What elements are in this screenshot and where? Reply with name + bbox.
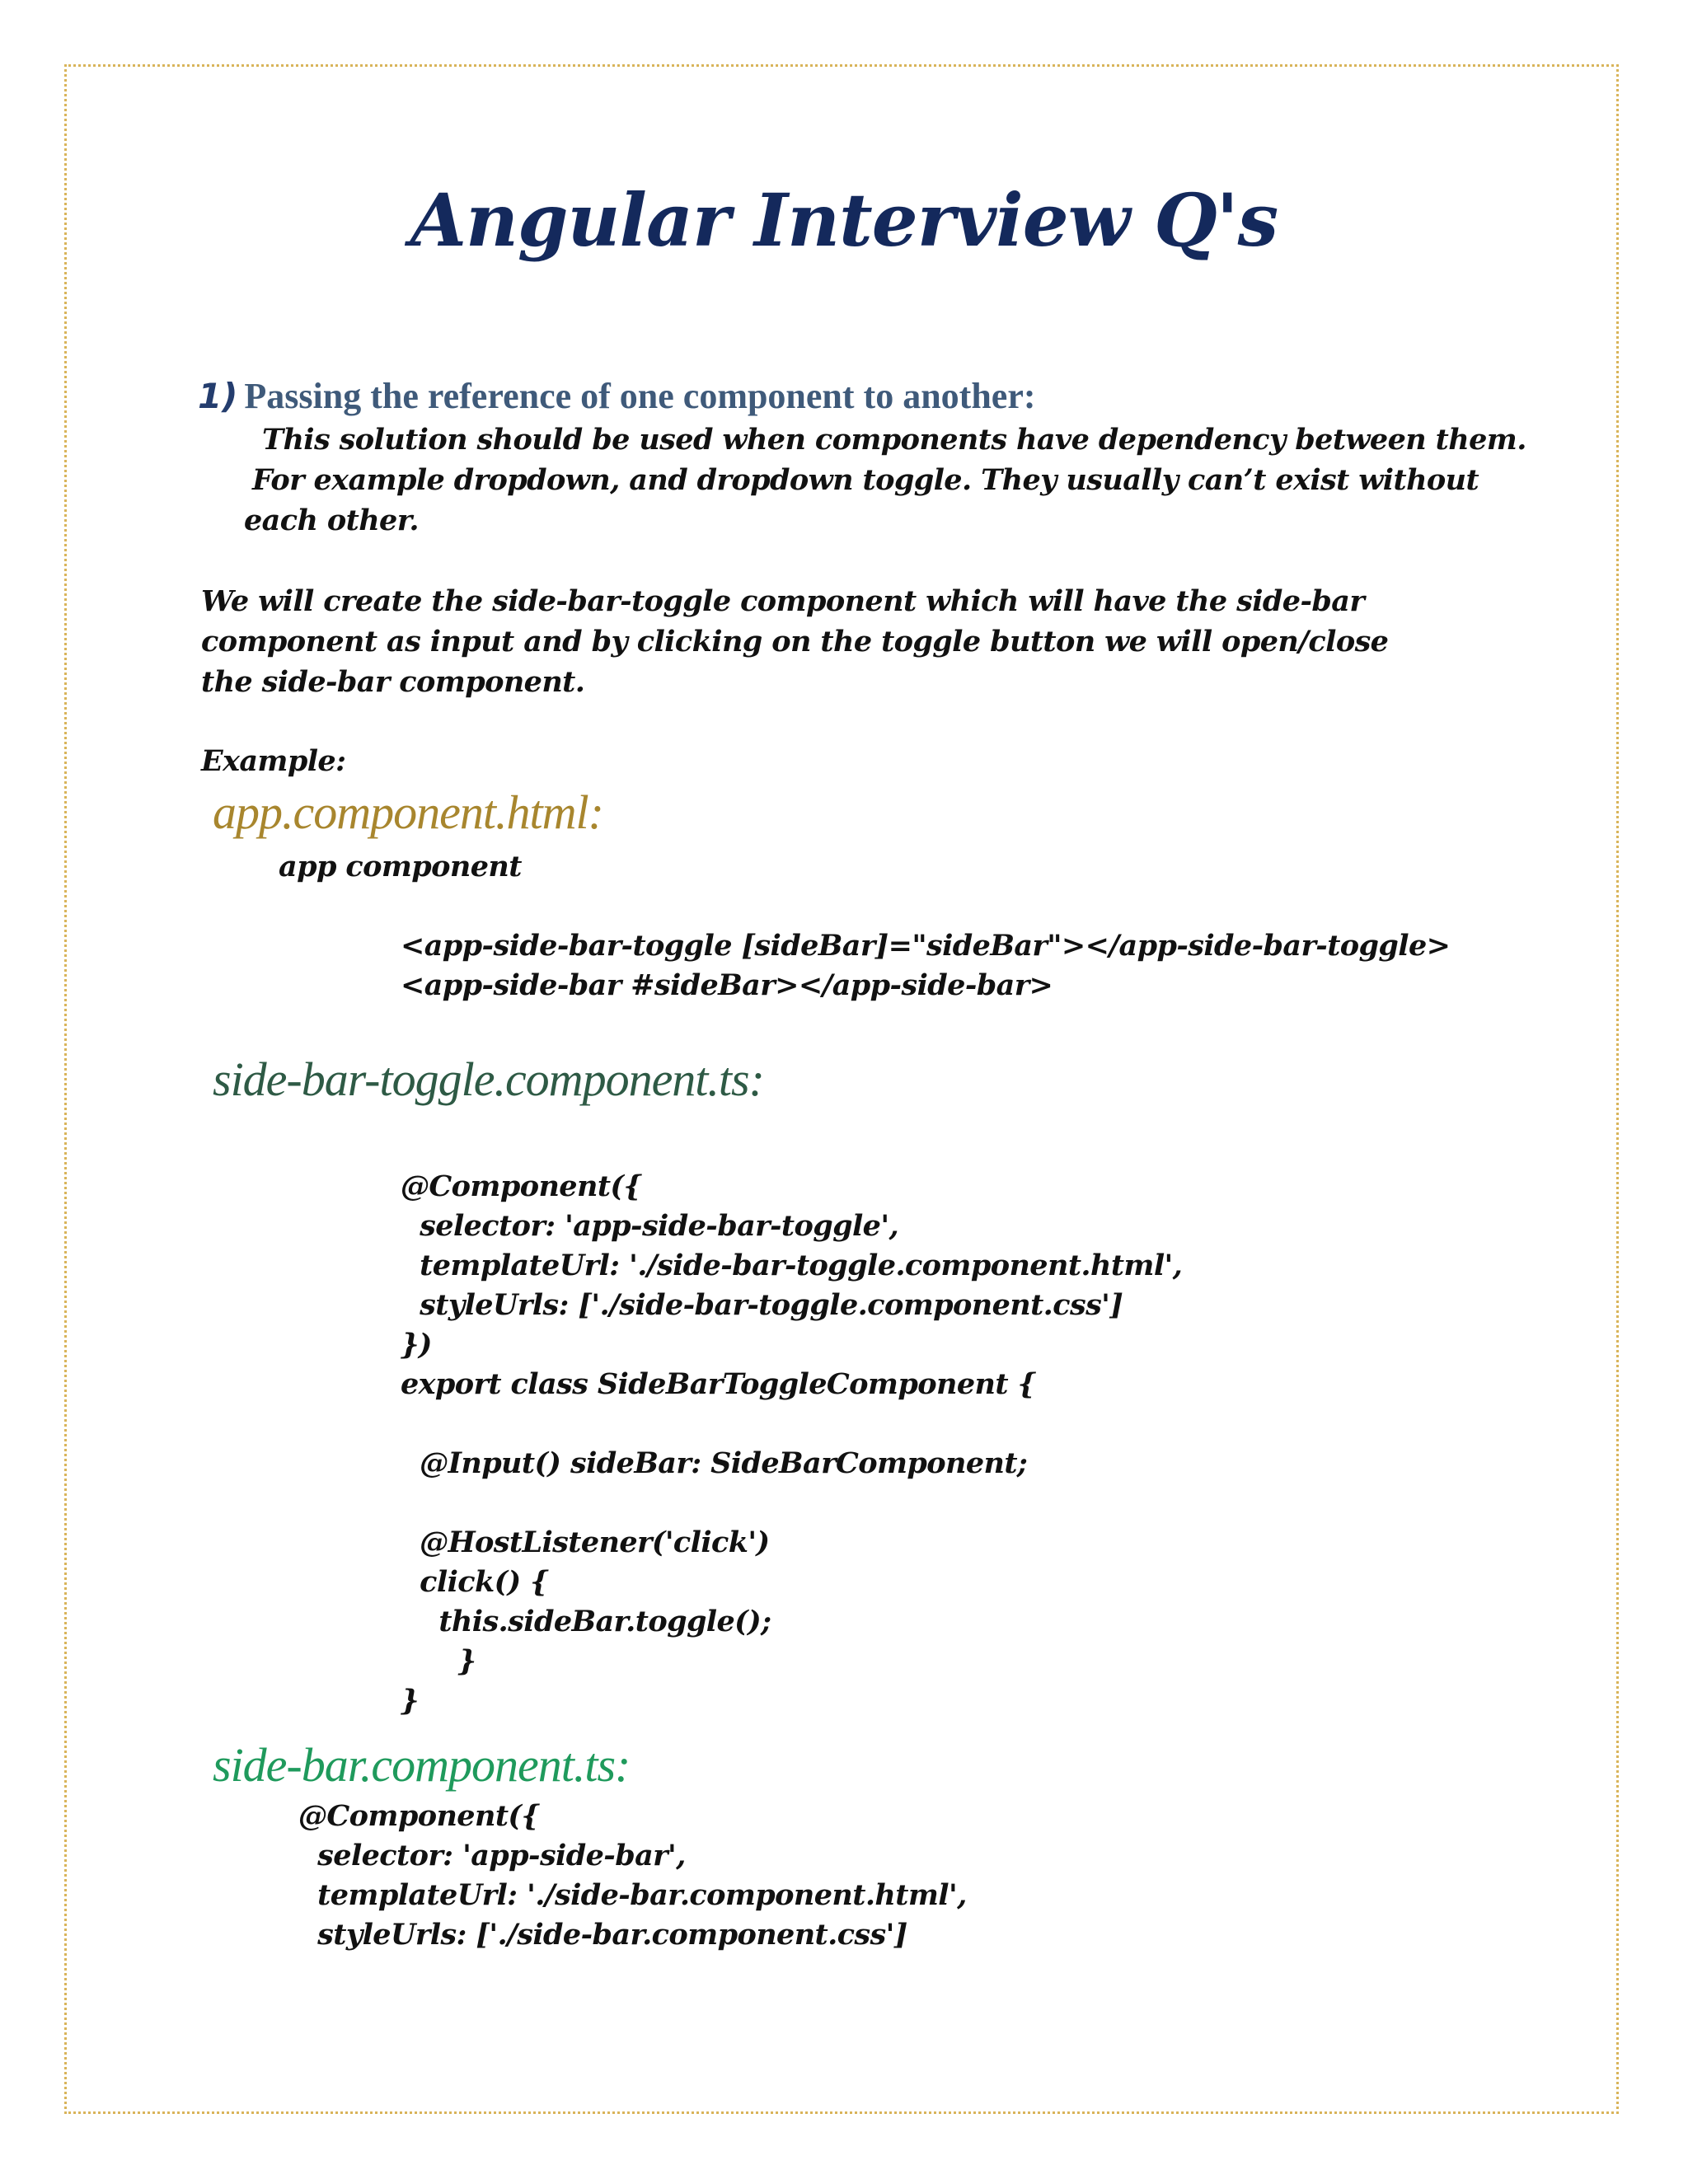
code-line: selector: 'app-side-bar', — [298, 1839, 686, 1872]
page-title: Angular Interview Q's — [410, 177, 1278, 263]
intro-line: This solution should be used when components have dependency between them. — [262, 423, 1526, 457]
code-line: click() { — [401, 1565, 549, 1599]
section-heading — [198, 375, 1036, 417]
code-line: } — [401, 1644, 476, 1678]
sidebar-ts-code — [298, 1797, 967, 1955]
code-line: }) — [401, 1328, 432, 1361]
section-heading-text: Passing the reference of one component to another: — [244, 376, 1036, 416]
code-line: this.sideBar.toggle(); — [401, 1605, 771, 1638]
intro-line: For example dropdown, and dropdown toggle. They usually can’t exist without — [252, 463, 1479, 497]
example-label: Example: — [201, 744, 346, 778]
code-line: @HostListener('click') — [401, 1526, 770, 1559]
code-line: <app-side-bar-toggle [sideBar]="sideBar"></app-side-bar-toggle> — [401, 929, 1451, 963]
file-name-app-html: app.component.html: — [213, 785, 603, 839]
file-name-toggle-ts: side-bar-toggle.component.ts: — [213, 1052, 764, 1106]
description-line: We will create the side-bar-toggle component which will have the side-bar — [201, 584, 1365, 618]
code-line — [401, 1483, 1182, 1523]
app-component-caption: app component — [279, 850, 522, 883]
code-line: <app-side-bar #sideBar></app-side-bar> — [401, 968, 1053, 1002]
app-html-code — [401, 926, 1450, 1005]
code-line: @Input() sideBar: SideBarComponent; — [401, 1446, 1028, 1480]
description-line: component as input and by clicking on the toggle button we will open/close — [201, 625, 1389, 658]
code-line: selector: 'app-side-bar-toggle', — [401, 1209, 899, 1243]
file-name-sidebar-ts: side-bar.component.ts: — [213, 1738, 631, 1792]
code-line: templateUrl: './side-bar.component.html', — [298, 1878, 967, 1912]
code-line: } — [401, 1684, 419, 1718]
code-line: export class SideBarToggleComponent { — [401, 1367, 1036, 1401]
code-line: styleUrls: ['./side-bar.component.css'] — [298, 1918, 907, 1952]
code-line: styleUrls: ['./side-bar-toggle.component.css'] — [401, 1288, 1123, 1322]
code-line — [401, 1404, 1182, 1444]
code-line: @Component({ — [298, 1799, 540, 1833]
code-line: @Component({ — [401, 1169, 642, 1203]
toggle-ts-code — [401, 1167, 1182, 1721]
description-line: the side-bar component. — [201, 665, 585, 699]
code-line: templateUrl: './side-bar-toggle.component.html', — [401, 1249, 1183, 1282]
intro-line: each other. — [244, 504, 419, 537]
section-number: 1) — [198, 376, 238, 416]
